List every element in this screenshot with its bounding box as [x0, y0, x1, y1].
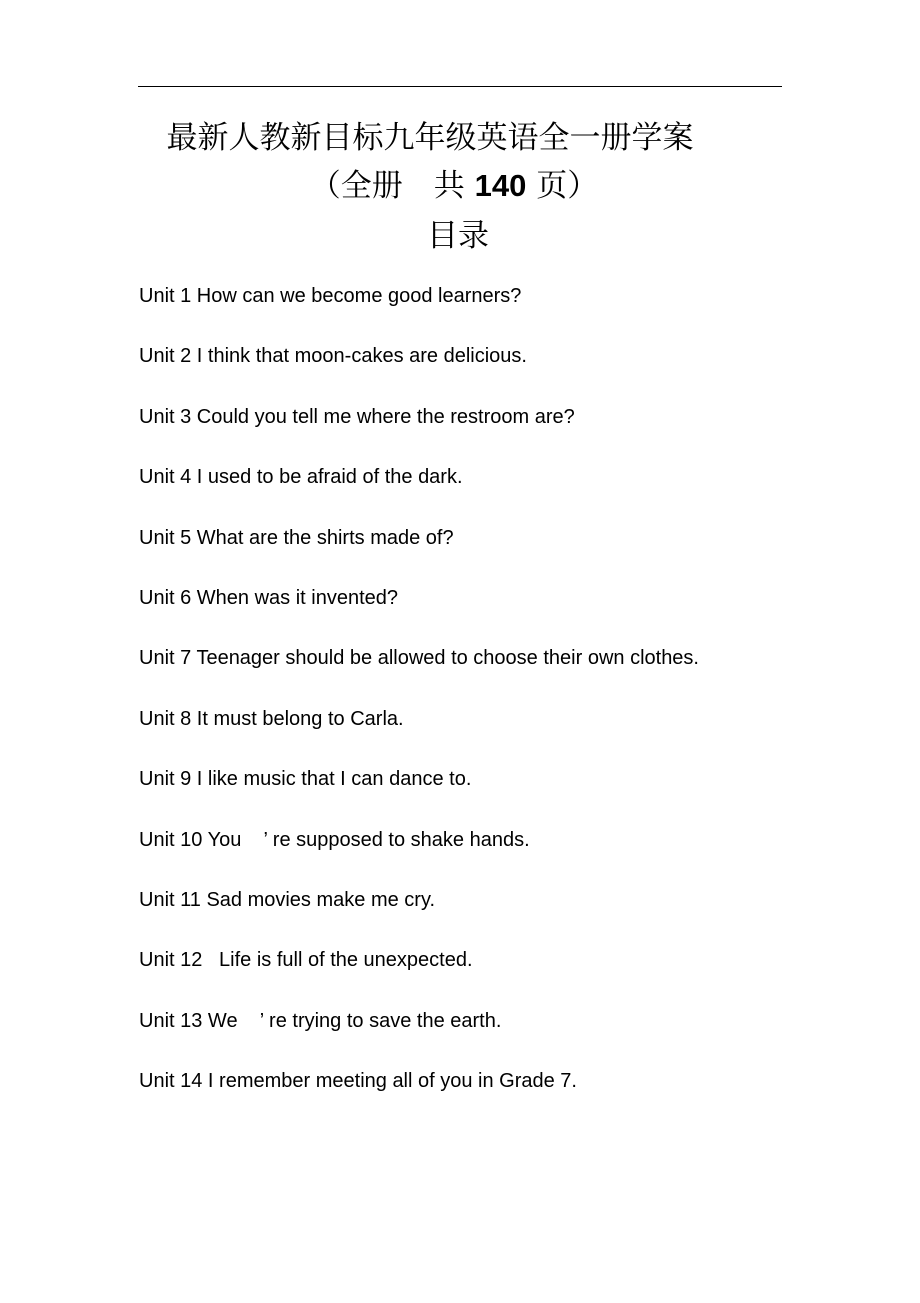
toc-item-unit-11: Unit 11 Sad movies make me cry. — [139, 888, 436, 911]
document-subtitle — [0, 166, 914, 206]
toc-heading: 目录 — [427, 218, 489, 254]
toc-item-unit-13: Unit 13 We ’ re trying to save the earth. — [139, 1009, 502, 1032]
toc-item-unit-4: Unit 4 I used to be afraid of the dark. — [139, 466, 463, 489]
toc-item-unit-2: Unit 2 I think that moon-cakes are delicious. — [139, 345, 527, 368]
document-title: 最新人教新目标九年级英语全一册学案 — [166, 120, 694, 156]
header-rule — [138, 86, 782, 87]
toc-item-unit-9: Unit 9 I like music that I can dance to. — [139, 768, 472, 791]
toc-item-unit-5: Unit 5 What are the shirts made of? — [139, 526, 454, 549]
toc-item-unit-12: Unit 12 Life is full of the unexpected. — [139, 949, 473, 972]
toc-item-unit-6: Unit 6 When was it invented? — [139, 586, 399, 609]
toc-item-unit-10: Unit 10 You ’ re supposed to shake hands. — [139, 828, 530, 851]
page-count: 140 — [474, 168, 527, 203]
subtitle-prefix: （全册 共 — [309, 168, 475, 204]
toc-item-unit-1: Unit 1 How can we become good learners? — [139, 285, 522, 307]
toc-item-unit-3: Unit 3 Could you tell me where the restroom are? — [139, 405, 575, 428]
table-of-contents — [139, 280, 699, 1125]
toc-item-unit-14: Unit 14 I remember meeting all of you in Grade 7. — [139, 1070, 577, 1093]
subtitle-suffix: 页） — [526, 168, 599, 204]
toc-item-unit-8: Unit 8 It must belong to Carla. — [139, 707, 404, 730]
toc-item-unit-7: Unit 7 Teenager should be allowed to choose their own clothes. — [139, 647, 699, 670]
